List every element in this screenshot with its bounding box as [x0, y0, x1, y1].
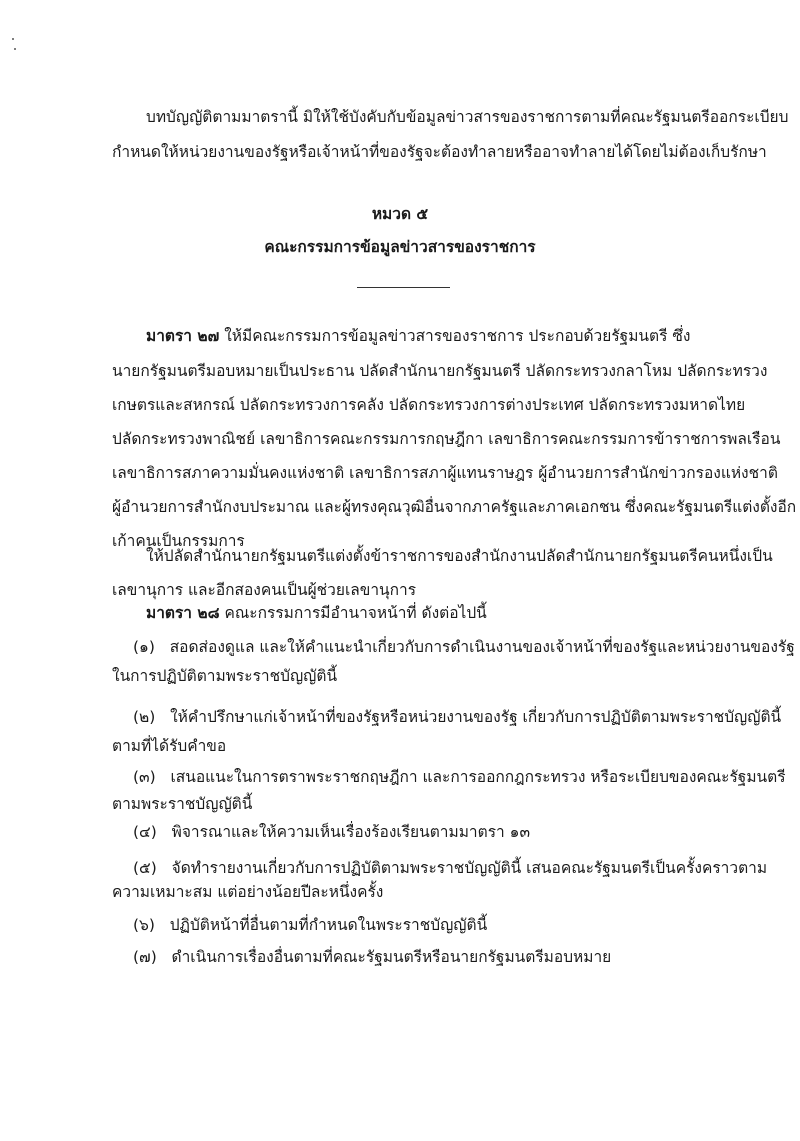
section-28-lead-text: คณะกรรมการมีอำนาจหน้าที่ ดังต่อไปนี้ — [224, 604, 487, 622]
item-3-number: (๓) — [133, 768, 156, 786]
scan-speck — [12, 38, 14, 40]
item-3-line-1 — [133, 766, 786, 788]
item-5-text: จัดทำรายงานเกี่ยวกับการปฏิบัติตามพระราชบัญญัตินี้ เสนอคณะรัฐมนตรีเป็นครั้งคราวตาม — [171, 859, 768, 877]
section-27-line-5: เลขาธิการสภาความมั่นคงแห่งชาติ เลขาธิการสภาผู้แทนราษฎร ผู้อำนวยการสำนักข่าวกรองแห่งชาติ — [112, 464, 778, 482]
section-27-line-3: เกษตรและสหกรณ์ ปลัดกระทรวงการคลัง ปลัดกระทรวงการต่างประเทศ ปลัดกระทรวงมหาดไทย — [112, 396, 746, 414]
chapter-number: หมวด ๕ — [371, 205, 429, 223]
item-6-number: (๖) — [133, 916, 155, 934]
item-1-line-2: ในการปฏิบัติตามพระราชบัญญัตินี้ — [112, 667, 338, 685]
item-7-text: ดำเนินการเรื่องอื่นตามที่คณะรัฐมนตรีหรือนายกรัฐมนตรีมอบหมาย — [171, 948, 612, 966]
section-27-label: มาตรา ๒๗ — [146, 327, 220, 345]
item-2-line-1 — [133, 706, 781, 728]
section-28-label: มาตรา ๒๘ — [146, 604, 220, 622]
section-27-para2-line-2: เลขานุการ และอีกสองคนเป็นผู้ช่วยเลขานุการ — [112, 581, 417, 599]
item-3-line-2: ตามพระราชบัญญัตินี้ — [112, 795, 253, 813]
scan-speck — [14, 48, 16, 50]
item-4-line-1 — [133, 821, 530, 843]
section-27-line-2: นายกรัฐมนตรีมอบหมายเป็นประธาน ปลัดสำนักนายกรัฐมนตรี ปลัดกระทรวงกลาโหม ปลัดกระทรวง — [112, 362, 768, 380]
chapter-title: คณะกรรมการข้อมูลข่าวสารของราชการ — [264, 238, 536, 256]
item-6-text: ปฏิบัติหน้าที่อื่นตามที่กำหนดในพระราชบัญญัตินี้ — [169, 916, 488, 934]
item-3-text: เสนอแนะในการตราพระราชกฤษฎีกา และการออกกฎกระทรวง หรือระเบียบของคณะรัฐมนตรี — [170, 768, 786, 786]
section-27-line-4: ปลัดกระทรวงพาณิชย์ เลขาธิการคณะกรรมการกฤษฎีกา เลขาธิการคณะกรรมการข้าราชการพลเรือน — [112, 430, 781, 448]
section-27-line-6: ผู้อำนวยการสำนักงบประมาณ และผู้ทรงคุณวุฒิอื่นจากภาครัฐและภาคเอกชน ซึ่งคณะรัฐมนตรีแต่งตั้งอีก — [112, 498, 797, 516]
intro-line-2: กำหนดให้หน่วยงานของรัฐหรือเจ้าหน้าที่ของรัฐจะต้องทำลายหรืออาจทำลายได้โดยไม่ต้องเก็บรักษา — [112, 143, 767, 161]
section-27-line-1 — [146, 325, 690, 347]
item-5-number: (๕) — [133, 859, 157, 877]
item-1-line-1 — [133, 636, 795, 658]
item-4-number: (๔) — [133, 823, 157, 841]
section-28-lead — [146, 602, 487, 624]
item-1-number: (๑) — [133, 638, 155, 656]
item-2-line-2: ตามที่ได้รับคำขอ — [112, 737, 227, 755]
item-6-line-1 — [133, 914, 487, 936]
item-4-text: พิจารณาและให้ความเห็นเรื่องร้องเรียนตามมาตรา ๑๓ — [171, 823, 531, 841]
section-27-para2-line-1: ให้ปลัดสำนักนายกรัฐมนตรีแต่งตั้งข้าราชการของสำนักงานปลัดสำนักนายกรัฐมนตรีคนหนึ่งเป็น — [146, 547, 773, 565]
item-7-line-1 — [133, 946, 611, 968]
item-7-number: (๗) — [133, 948, 157, 966]
section-27-line-7: เก้าคนเป็นกรรมการ — [112, 532, 245, 550]
item-1-text: สอดส่องดูแล และให้คำแนะนำเกี่ยวกับการดำเนินงานของเจ้าหน้าที่ของรัฐและหน่วยงานของรัฐ — [169, 638, 795, 656]
item-5-line-1 — [133, 857, 767, 879]
item-5-line-2: ความเหมาะสม แต่อย่างน้อยปีละหนึ่งครั้ง — [112, 883, 384, 901]
item-2-number: (๒) — [133, 708, 156, 726]
intro-line-1: บทบัญญัติตามมาตรานี้ มิให้ใช้บังคับกับข้อมูลข่าวสารของราชการตามที่คณะรัฐมนตรีออกระเบียบ — [146, 108, 789, 126]
item-2-text: ให้คำปรึกษาแก่เจ้าหน้าที่ของรัฐหรือหน่วยงานของรัฐ เกี่ยวกับการปฏิบัติตามพระราชบัญญัตินี้ — [170, 708, 782, 726]
section-27-text: ให้มีคณะกรรมการข้อมูลข่าวสารของราชการ ประกอบด้วยรัฐมนตรี ซึ่ง — [224, 327, 691, 345]
heading-divider — [357, 287, 450, 288]
